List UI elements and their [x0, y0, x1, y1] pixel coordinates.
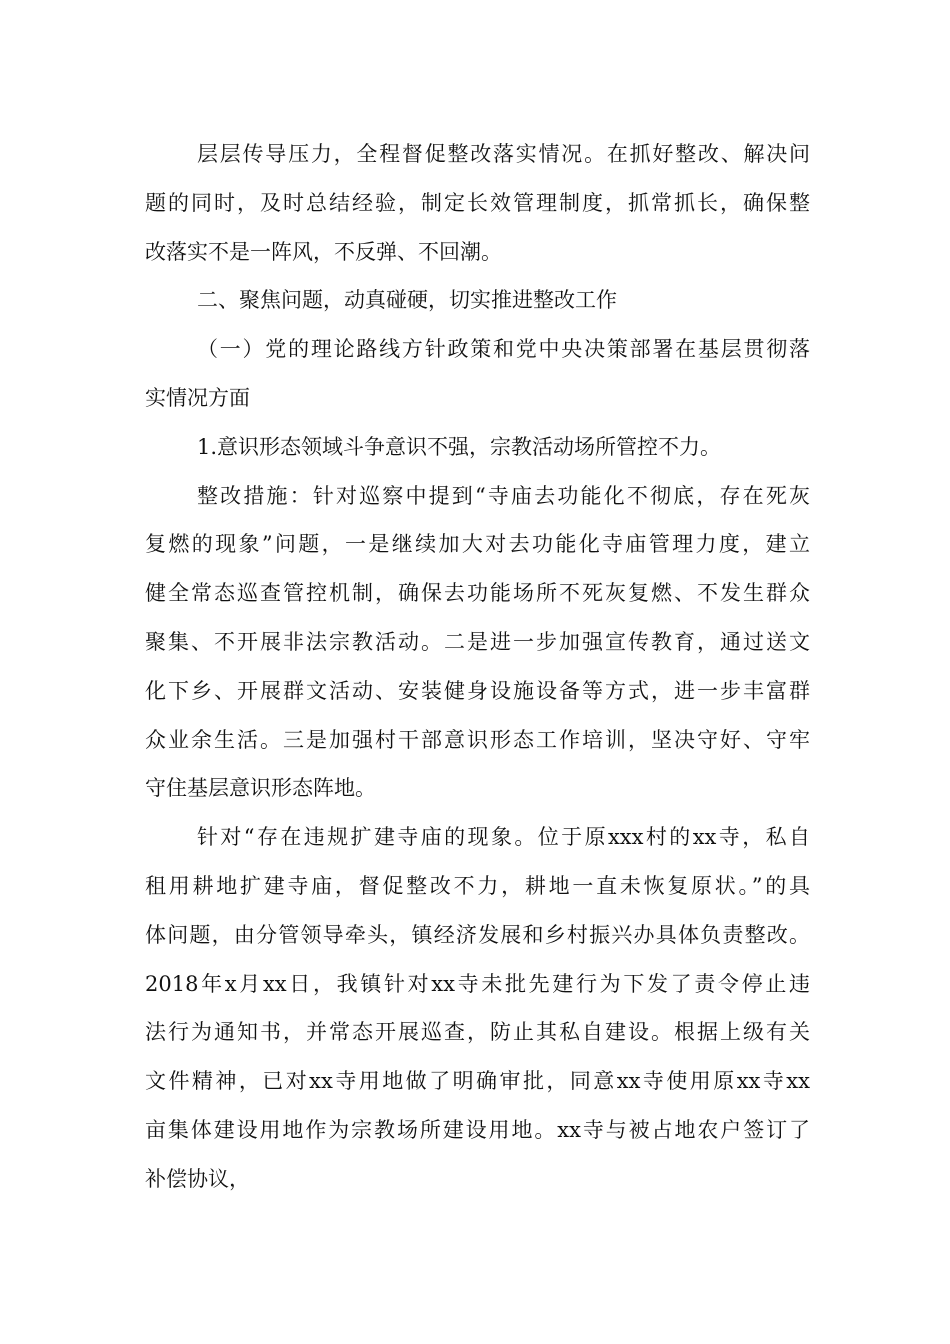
text-line: 众业余生活。三是加强村干部意识形态工作培训，坚决守好、守牢 [145, 727, 810, 752]
text-line: 文件精神，已对xx寺用地做了明确审批，同意xx寺使用原xx寺xx [145, 1069, 810, 1094]
text-line: 体问题，由分管领导牵头，镇经济发展和乡村振兴办具体负责整改。 [145, 922, 810, 947]
section-heading: 二、聚焦问题，动真碰硬，切实推进整改工作 [197, 288, 617, 313]
text-line: 改落实不是一阵风，不反弹、不回潮。 [145, 239, 502, 264]
text-line: 整改措施：针对巡察中提到“寺庙去功能化不彻底，存在死灰 [197, 483, 810, 508]
text-line: 亩集体建设用地作为宗教场所建设用地。xx寺与被占地农户签订了 [145, 1117, 810, 1142]
issue-item-heading: 1.意识形态领域斗争意识不强，宗教活动场所管控不力。 [197, 434, 722, 459]
text-line: 层层传导压力，全程督促整改落实情况。在抓好整改、解决问 [197, 142, 810, 166]
document-body [145, 130, 810, 1204]
text-line: 补偿协议， [145, 1166, 250, 1191]
text-line: 健全常态巡查管控机制，确保去功能场所不死灰复燃、不发生群众 [145, 581, 810, 606]
text-line: 守住基层意识形态阵地。 [145, 776, 376, 801]
text-line: 题的同时，及时总结经验，制定长效管理制度，抓常抓长，确保整 [145, 190, 810, 215]
subsection-heading-continuation: 实情况方面 [145, 385, 250, 410]
text-line: 租用耕地扩建寺庙，督促整改不力，耕地一直未恢复原状。”的具 [145, 873, 810, 898]
text-line: 2018年x月xx日，我镇针对xx寺未批先建行为下发了责令停止违 [145, 971, 810, 996]
text-line: 化下乡、开展群文活动、安装健身设施设备等方式，进一步丰富群 [145, 678, 810, 703]
text-line: 针对“存在违规扩建寺庙的现象。位于原xxx村的xx寺，私自 [197, 825, 810, 850]
text-line: 复燃的现象”问题，一是继续加大对去功能化寺庙管理力度，建立 [145, 532, 810, 557]
subsection-heading: （一）党的理论路线方针政策和党中央决策部署在基层贯彻落 [197, 337, 810, 362]
text-line: 法行为通知书，并常态开展巡查，防止其私自建设。根据上级有关 [145, 1020, 810, 1045]
text-line: 聚集、不开展非法宗教活动。二是进一步加强宣传教育，通过送文 [145, 629, 810, 654]
